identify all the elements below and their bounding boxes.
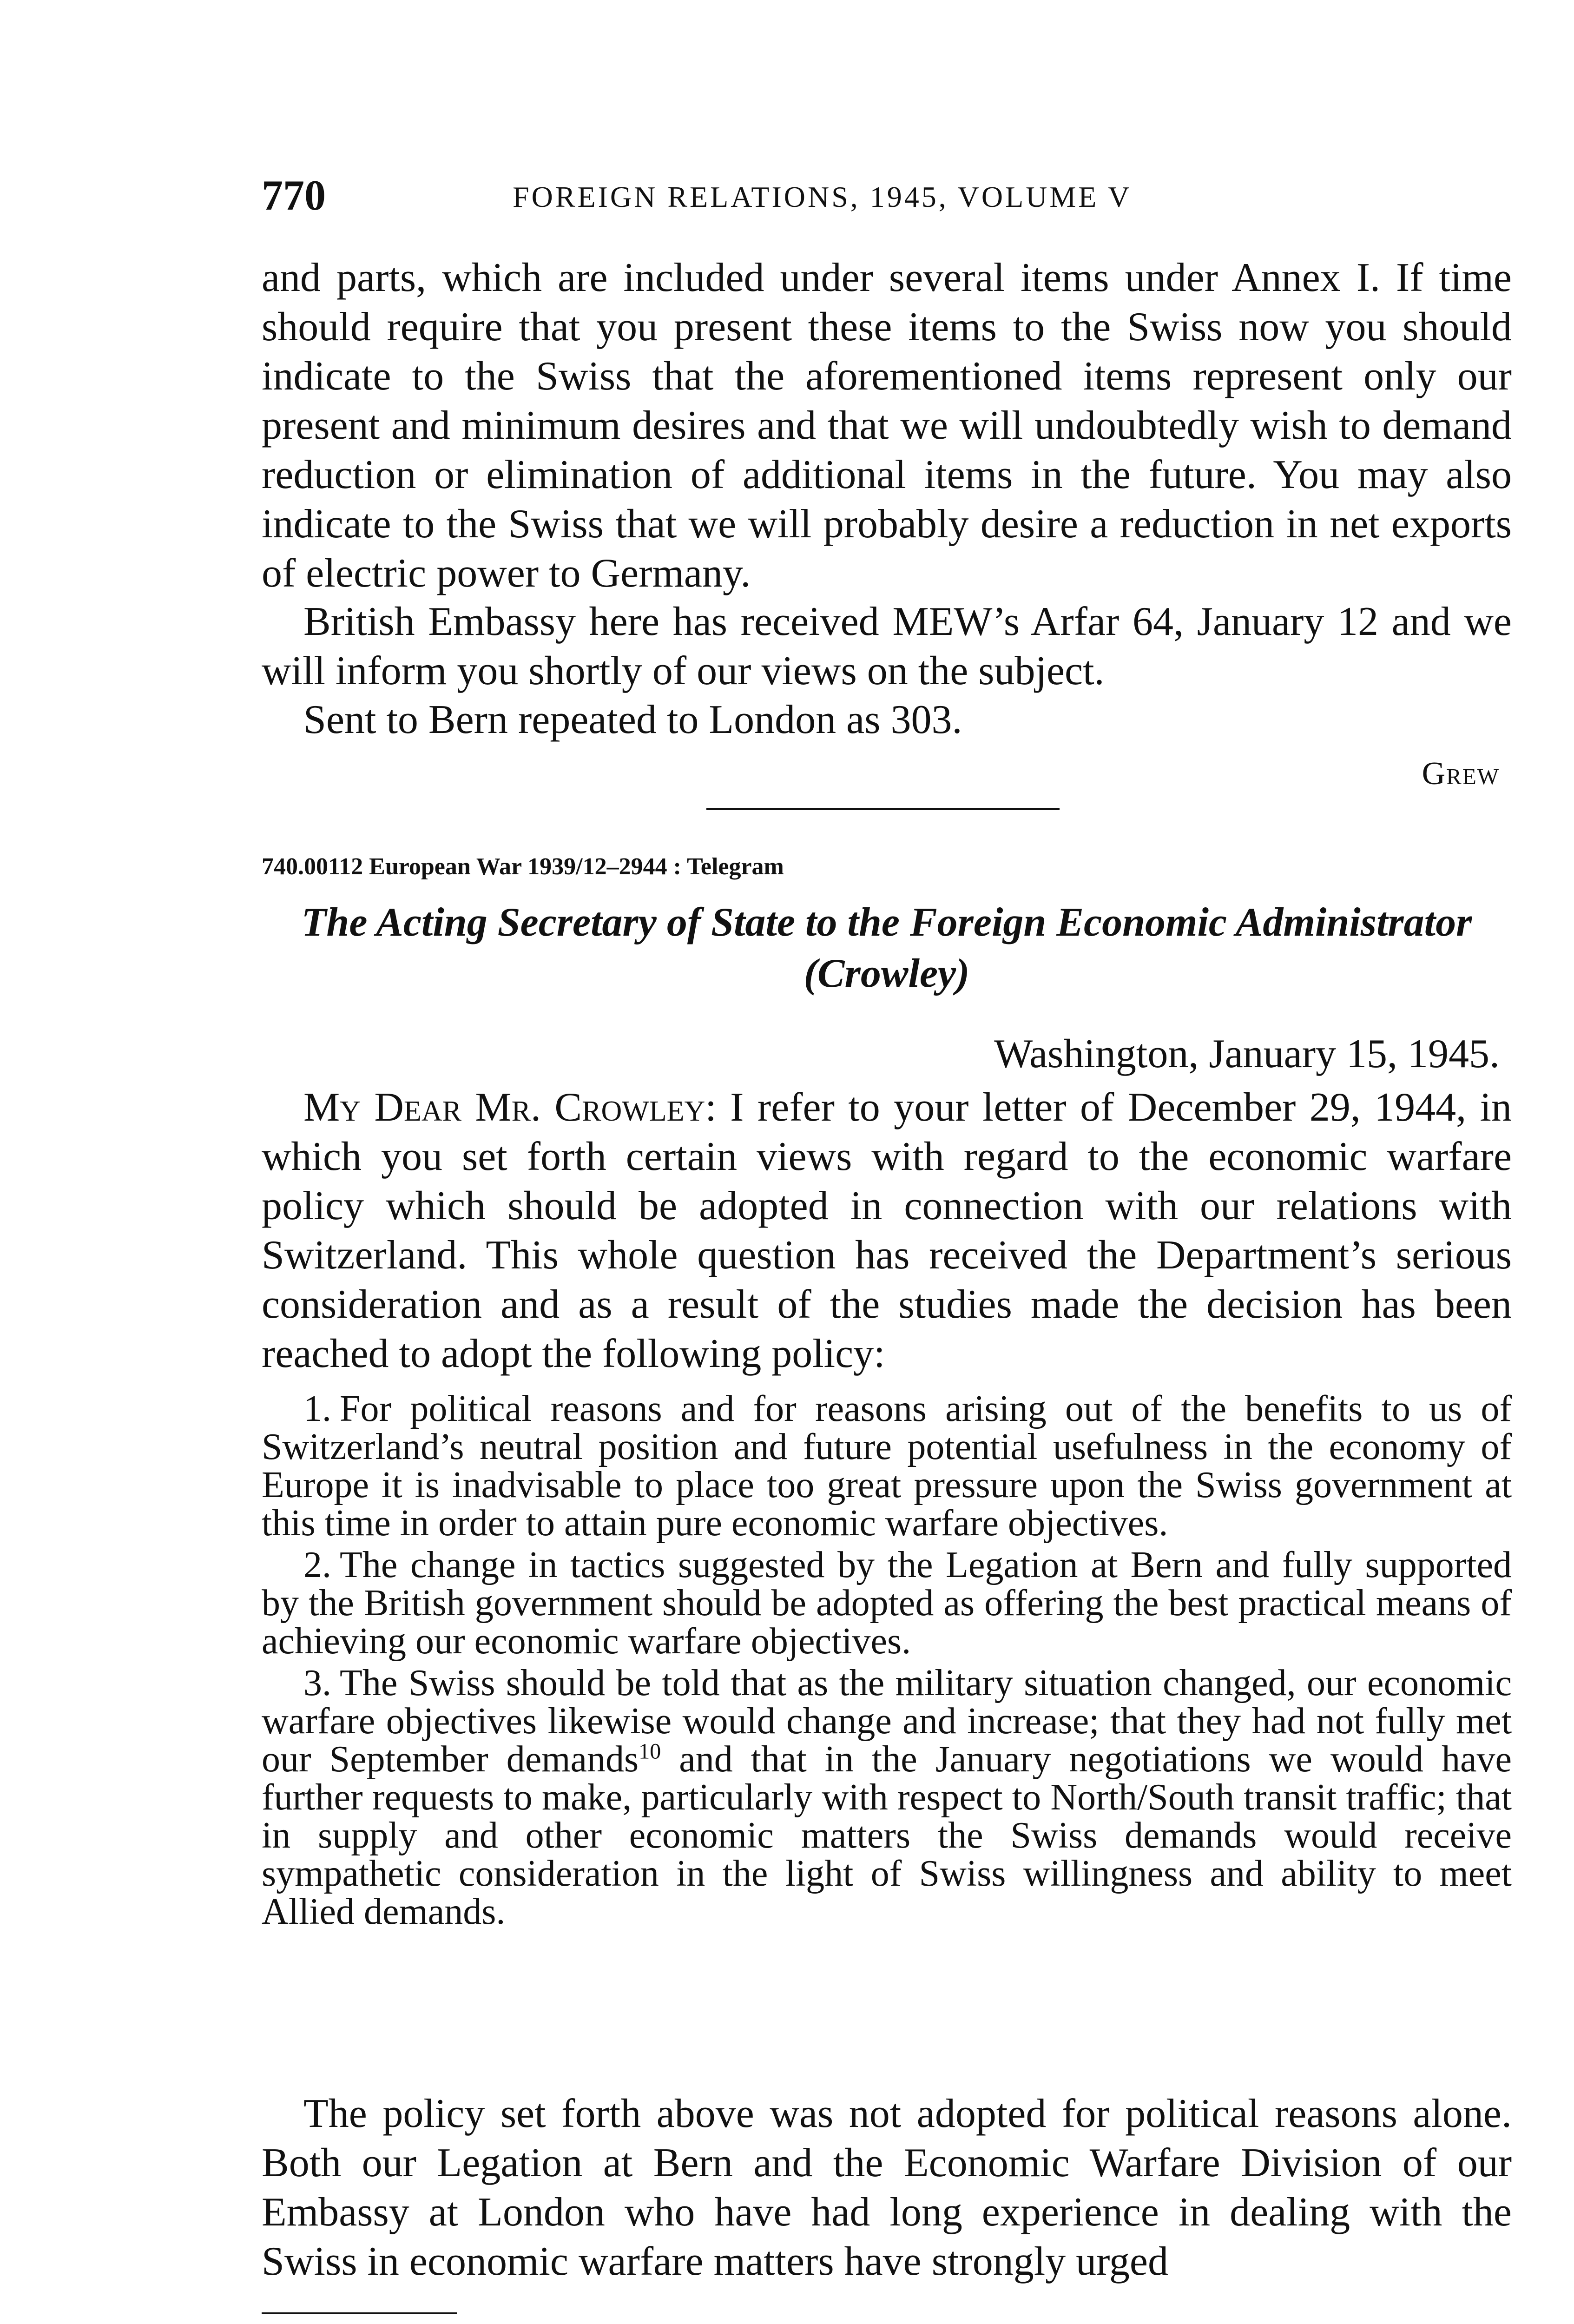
policy-item <box>262 1664 1512 1931</box>
series-title: FOREIGN RELATIONS, 1945, VOLUME V <box>513 180 1132 213</box>
policy-item-text: For political reasons and for reasons arising out of the benefits to us of Switzerland’s neutral position and future potential usefulness in the economy of Europe it is inadvisable to place too great pressure upon the Swiss government at this time in order to attain pure economic warfare objectives. <box>262 1388 1512 1544</box>
policy-list <box>262 1390 1512 1934</box>
section-divider <box>706 808 1060 810</box>
signature: Grew <box>1422 756 1500 792</box>
footnote-rule <box>262 2312 457 2314</box>
policy-item-text-continued: and that in the January negotiations we would have further requests to make, particularly with respect to North/South transit traffic; that in supply and other economic matters the Swiss demands would receive sympathetic consideration in the light of Swiss willingness and ability to meet Allied demands. <box>262 1739 1512 1932</box>
heading-line-2: (Crowley) <box>803 951 970 996</box>
embassy-paragraph: British Embassy here has received MEW’s Arfar 64, January 12 and we will inform you shortly of our views on the subject. <box>262 599 1512 693</box>
page-number: 770 <box>262 172 326 219</box>
policy-item-text: The Swiss should be told that as the military situation changed, our economic warfare objectives likewise would change and increase; that they had not fully met our September demands <box>262 1663 1512 1780</box>
dateline: Washington, January 15, 1945. <box>994 1031 1500 1076</box>
policy-item <box>262 1546 1512 1660</box>
document-heading <box>262 897 1512 999</box>
policy-item-number: 1. <box>303 1388 331 1429</box>
intro-text: I refer to your letter of December 29, 1944, in which you set forth certain views with regard to the economic warfare policy which should be adopted in connection with our relations with Switzerland. This whole question has received the Department’s serious consideration and as a result of the studies made the decision has been reached to adopt the following policy: <box>262 1085 1512 1376</box>
running-head <box>262 167 1507 223</box>
policy-item-text: The change in tactics suggested by the Legation at Bern and fully supported by the British government should be adopted as offering the best practical means of achieving our economic warfare objectives. <box>262 1545 1512 1662</box>
policy-item-number: 2. <box>303 1545 331 1585</box>
policy-item-number: 3. <box>303 1663 331 1703</box>
policy-item <box>262 1390 1512 1542</box>
heading-line-1: The Acting Secretary of State to the Foreign Economic Administrator <box>301 900 1472 945</box>
file-reference: 740.00112 European War 1939/12–2944 : Telegram <box>262 853 784 880</box>
footnote-reference: 10 <box>639 1739 661 1764</box>
intro-paragraph <box>262 1083 1512 1379</box>
sent-line: Sent to Bern repeated to London as 303. <box>303 697 962 742</box>
salutation: My Dear Mr. Crowley: <box>303 1085 717 1130</box>
closing-paragraph: The policy set forth above was not adopted for political reasons alone. Both our Legation at Bern and the Economic Warfare Division of our Embassy at London who have had long experience in dealing with the Swiss in economic warfare matters have strongly urged <box>262 2091 1512 2284</box>
telegram-continuation-paragraph: and parts, which are included under several items under Annex I. If time should require that you present these items to the Swiss now you should indicate to the Swiss that the aforementioned items represent only our present and minimum desires and that we will undoubtedly wish to demand reduction or elimination of additional items in the future. You may also indicate to the Swiss that we will probably desire a reduction in net exports of electric power to Germany. <box>262 255 1512 596</box>
